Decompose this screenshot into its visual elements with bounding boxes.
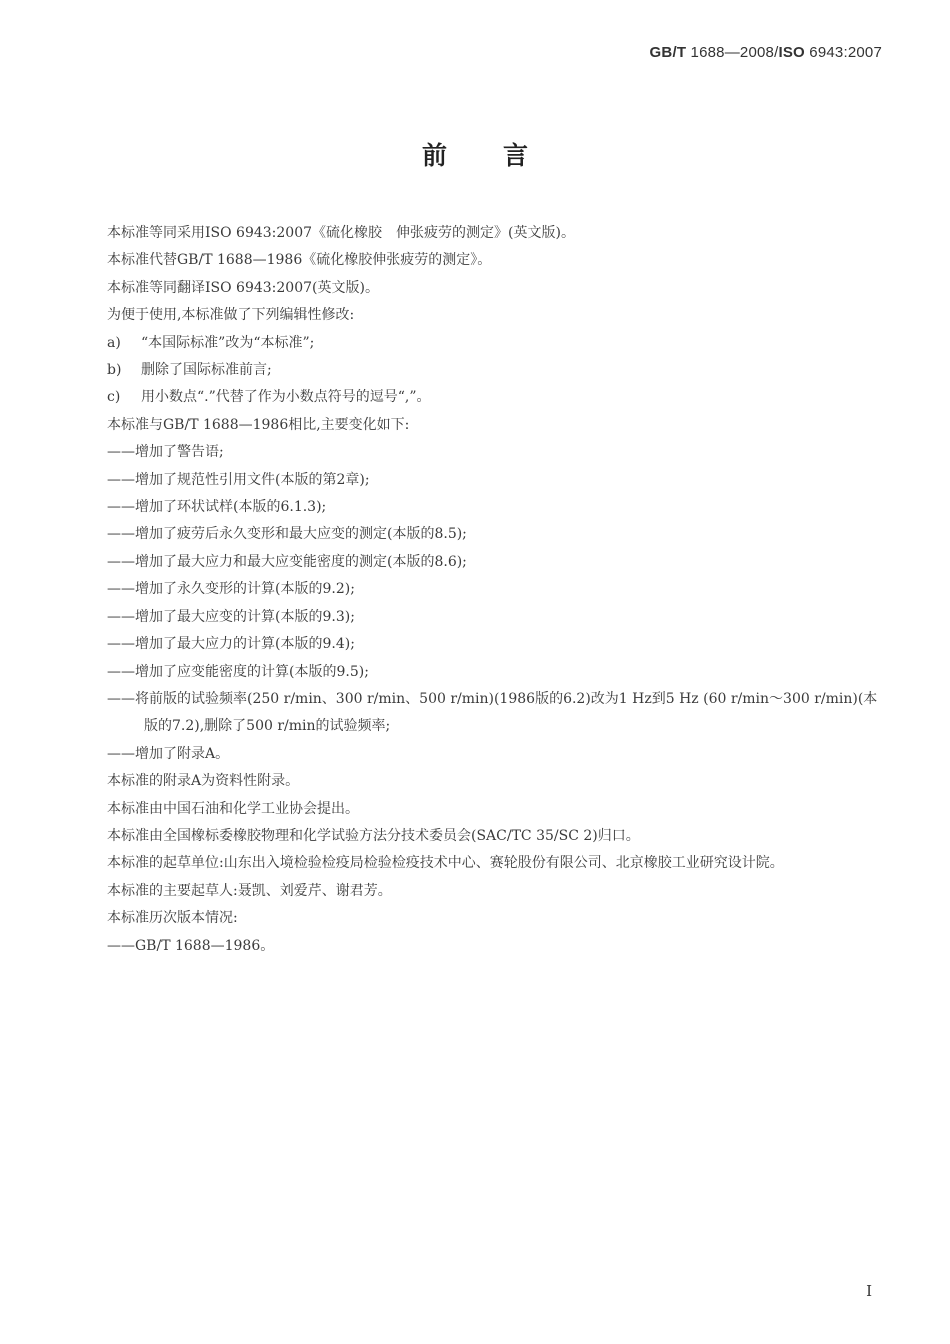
list-item [70,357,882,384]
header-code-iso-number: 6943:2007 [804,44,882,61]
paragraph-drafters: 本标准的主要起草人:聂凯、刘爱芹、谢君芳。 [107,882,392,899]
change-item: ——增加了永久变形的计算(本版的9.2); [107,581,355,598]
paragraph-changes-intro: 本标准与GB/T 1688—1986相比,主要变化如下: [107,416,410,433]
paragraph-replaces: 本标准代替GB/T 1688—1986《硫化橡胶伸张疲劳的测定》。 [107,252,492,269]
header-code-gbt: GB/T [649,44,687,61]
title-char-2: 言 [503,141,529,170]
header-code-iso: ISO [778,44,805,61]
change-item: ——增加了最大应力的计算(本版的9.4); [107,636,355,653]
paragraph-drafting-units: 本标准的起草单位:山东出入境检验检疫局检验检疫技术中心、赛轮股份有限公司、北京橡胶工业研究设计院。 [107,855,784,872]
paragraph-translation: 本标准等同翻译ISO 6943:2007(英文版)。 [107,279,379,296]
change-item: ——增加了最大应变的计算(本版的9.3); [107,608,355,625]
standard-code-header [650,44,882,61]
list-item-text: 删除了国际标准前言; [141,362,272,379]
paragraph-adoption: 本标准等同采用ISO 6943:2007《硫化橡胶 伸张疲劳的测定》(英文版)。 [107,225,575,241]
paragraph-annex: 本标准的附录A为资料性附录。 [107,773,300,790]
page-title [0,136,950,172]
change-item: ——增加了最大应力和最大应变能密度的测定(本版的8.6); [107,553,467,570]
paragraph-editorial-intro: 为便于使用,本标准做了下列编辑性修改: [107,307,355,324]
list-item-text: 用小数点“.”代替了作为小数点符号的逗号“,”。 [141,389,431,406]
change-item: ——增加了应变能密度的计算(本版的9.5); [107,663,369,680]
change-item: ——增加了警告语; [107,444,224,461]
list-item [70,384,882,411]
foreword-body [70,220,882,960]
header-code-number: 1688—2008/ [686,44,779,61]
change-item: ——增加了环状试样(本版的6.1.3); [107,499,327,516]
list-item-text: “本国际标准”改为“本标准”; [141,334,315,351]
paragraph-committee: 本标准由全国橡标委橡胶物理和化学试验方法分技术委员会(SAC/TC 35/SC 2)归口。 [107,827,640,844]
change-item-frequency: ——将前版的试验频率(250 r/min、300 r/min、500 r/min)(1986版的6.2)改为1 Hz到5 Hz (60 r/min～300 r/min)(本版的7.2),删除了500 r/min的试验频率; [107,690,878,735]
list-item [70,330,882,357]
paragraph-proposer: 本标准由中国石油和化学工业协会提出。 [107,800,359,817]
page-number: I [866,1282,872,1300]
list-item-tag: b) [107,362,122,379]
list-item-tag: a) [107,334,121,351]
change-item: ——增加了疲劳后永久变形和最大应变的测定(本版的8.5); [107,526,467,543]
history-item: ——GB/T 1688—1986。 [107,937,275,954]
change-item: ——增加了附录A。 [107,745,230,762]
title-char-1: 前 [421,141,447,170]
list-item-tag: c) [107,389,121,406]
change-item: ——增加了规范性引用文件(本版的第2章); [107,471,370,488]
paragraph-history-intro: 本标准历次版本情况: [107,910,238,927]
